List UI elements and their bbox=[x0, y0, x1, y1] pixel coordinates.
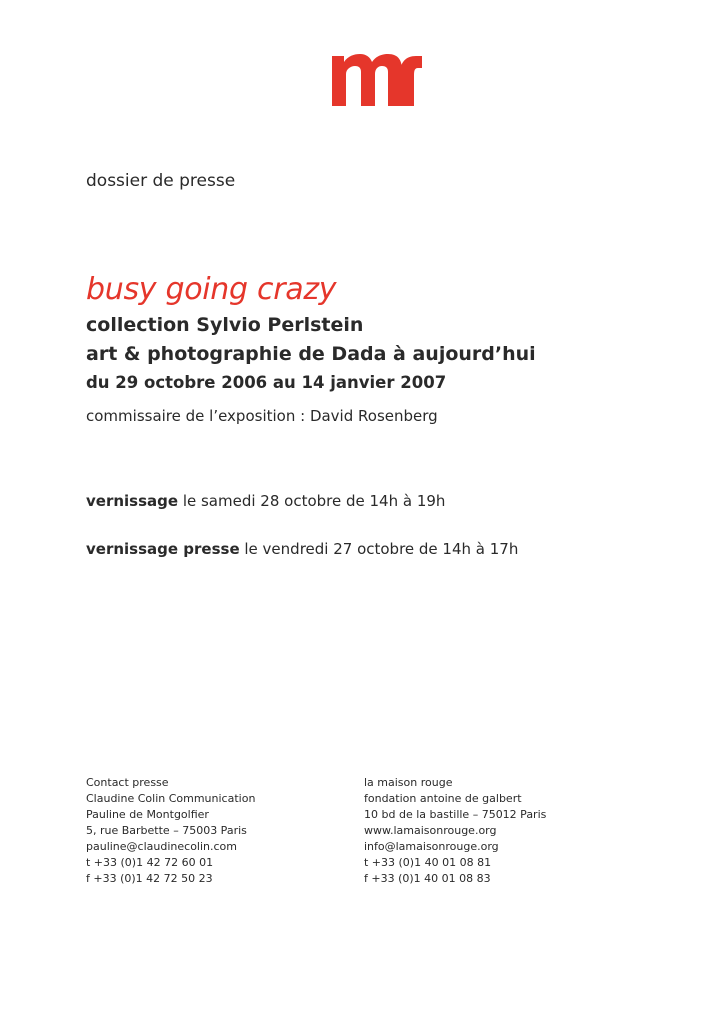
press-contact bbox=[86, 775, 255, 887]
press-contact-address: 5, rue Barbette – 75003 Paris bbox=[86, 824, 247, 837]
press-contact-fax: f +33 (0)1 42 72 50 23 bbox=[86, 872, 213, 885]
exhibition-collection: collection Sylvio Perlstein bbox=[86, 314, 364, 336]
press-contact-person: Pauline de Montgolfier bbox=[86, 808, 209, 821]
venue-email[interactable]: info@lamaisonrouge.org bbox=[364, 840, 499, 853]
exhibition-title: busy going crazy bbox=[86, 272, 337, 307]
exhibition-dates: du 29 octobre 2006 au 14 janvier 2007 bbox=[86, 373, 447, 392]
exhibition-curator: commissaire de l’exposition : David Rosenberg bbox=[86, 407, 438, 425]
press-contact-email[interactable]: pauline@claudinecolin.com bbox=[86, 840, 237, 853]
opening-label: vernissage bbox=[86, 492, 179, 510]
opening-event bbox=[86, 492, 445, 510]
press-opening-event bbox=[86, 540, 518, 558]
venue-fax: f +33 (0)1 40 01 08 83 bbox=[364, 872, 491, 885]
maison-rouge-logo bbox=[330, 48, 422, 106]
press-opening-details: le vendredi 27 octobre de 14h à 17h bbox=[239, 540, 519, 558]
press-contact-agency: Claudine Colin Communication bbox=[86, 792, 256, 805]
venue-address: 10 bd de la bastille – 75012 Paris bbox=[364, 808, 547, 821]
opening-details: le samedi 28 octobre de 14h à 19h bbox=[178, 492, 446, 510]
venue-website[interactable]: www.lamaisonrouge.org bbox=[364, 824, 497, 837]
press-opening-label: vernissage presse bbox=[86, 540, 240, 558]
press-contact-heading: Contact presse bbox=[86, 776, 169, 789]
document-type: dossier de presse bbox=[86, 171, 236, 191]
venue-contact bbox=[364, 775, 546, 887]
venue-heading: la maison rouge bbox=[364, 776, 453, 789]
press-contact-phone: t +33 (0)1 42 72 60 01 bbox=[86, 856, 214, 869]
exhibition-theme: art & photographie de Dada à aujourd’hui bbox=[86, 343, 536, 365]
venue-phone: t +33 (0)1 40 01 08 81 bbox=[364, 856, 492, 869]
venue-foundation: fondation antoine de galbert bbox=[364, 792, 522, 805]
